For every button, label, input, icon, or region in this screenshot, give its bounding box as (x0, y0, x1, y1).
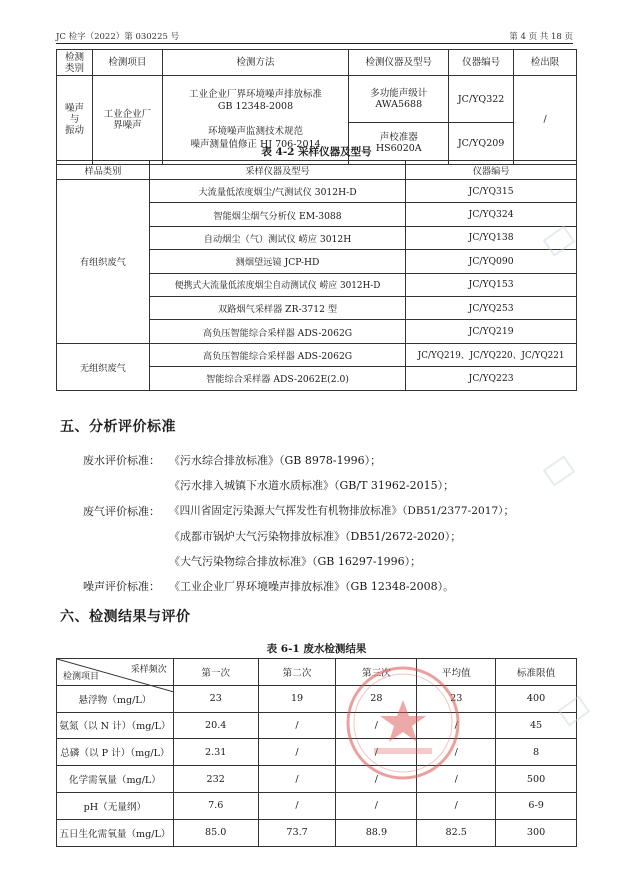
diagonal-header-cell (57, 659, 174, 686)
instrument-cell: 测烟望远镜 JCP-HD (149, 250, 405, 273)
value-cell: / (417, 766, 496, 793)
table-row (57, 766, 577, 793)
value-cell: / (417, 712, 496, 739)
instrument-cell: 双路烟气采样器 ZR-3712 型 (149, 296, 405, 319)
col-header: 第二次 (258, 659, 336, 686)
value-cell: / (258, 739, 336, 766)
standard-item: 《成都市锅炉大气污染物排放标准》（DB51/2672-2020）； (169, 530, 462, 543)
value-cell: 28 (336, 685, 417, 712)
item-cell: pH（无量纲） (57, 792, 174, 819)
value-cell: 232 (173, 766, 258, 793)
table-row (57, 792, 577, 819)
standard-label: 废气评价标准： (83, 505, 160, 518)
instrument-cell: 高负压智能综合采样器 ADS-2062G (149, 343, 405, 366)
diag-top-label: 采样频次 (130, 665, 167, 675)
standard-item: 《污水排入城镇下水道水质标准》（GB/T 31962-2015）； (169, 479, 455, 492)
instrument-cell: 自动烟尘（气）测试仪 崂应 3012H (149, 226, 405, 249)
col-header: 平均值 (417, 659, 496, 686)
table-row (57, 819, 577, 846)
standard-item: 《污水综合排放标准》（GB 8978-1996）； (169, 454, 382, 467)
section-title: 六、检测结果与评价 (60, 609, 191, 625)
value-cell: 45 (496, 712, 577, 739)
col-header: 第一次 (173, 659, 258, 686)
item-cell: 化学需氧量（mg/L） (57, 766, 174, 793)
instrument-cell: 智能烟尘烟气分析仪 EM-3088 (149, 203, 405, 226)
item-cell: 五日生化需氧量（mg/L） (57, 819, 174, 846)
value-cell: 6-9 (496, 792, 577, 819)
value-cell: 73.7 (258, 819, 336, 846)
wastewater-result-table (56, 658, 577, 847)
table-row (57, 712, 577, 739)
col-header: 检测项目 (92, 50, 162, 76)
id-cell: JC/YQ253 (406, 296, 577, 319)
table-caption: 表 4-2 采样仪器及型号 (261, 146, 372, 158)
inspection-seal-stamp (344, 664, 462, 782)
category-cell: 无组织废气 (57, 343, 150, 390)
standard-label: 噪声评价标准： (83, 580, 160, 593)
standard-item: 《四川省固定污染源大气挥发性有机物排放标准》（DB51/2377-2017）； (169, 505, 515, 517)
value-cell: 8 (496, 739, 577, 766)
method-1: 工业企业厂界环境噪声排放标准 GB 12348-2008 (189, 88, 323, 112)
col-header: 检测仪器及型号 (349, 50, 449, 76)
value-cell: 2.31 (173, 739, 258, 766)
item-cell: 氨氮（以 N 计）（mg/L） (57, 712, 174, 739)
col-header: 第三次 (336, 659, 417, 686)
value-cell: 20.4 (173, 712, 258, 739)
value-cell: 23 (417, 685, 496, 712)
instrument-cell: 多功能声级计 AWA5688 (349, 76, 449, 123)
id-cell: JC/YQ223 (406, 367, 577, 390)
limit-cell: / (514, 76, 577, 165)
instrument-cell: 声校准器 HS6020A (349, 123, 449, 164)
value-cell: / (258, 792, 336, 819)
value-cell: / (417, 792, 496, 819)
id-cell: JC/YQ324 (406, 203, 577, 226)
instrument-cell: 大流量低浓度烟尘/气测试仪 3012H-D (149, 180, 405, 203)
id-cell: JC/YQ219、JC/YQ220、JC/YQ221 (406, 343, 577, 366)
id-cell: JC/YQ322 (449, 76, 514, 123)
table-caption: 表 6-1 废水检测结果 (266, 643, 367, 655)
value-cell: / (336, 766, 417, 793)
value-cell: / (336, 792, 417, 819)
id-cell: JC/YQ090 (406, 250, 577, 273)
col-header: 标准限值 (496, 659, 577, 686)
id-cell: JC/YQ219 (406, 320, 577, 343)
value-cell: 88.9 (336, 819, 417, 846)
report-number: JC 检字（2022）第 030225 号 (56, 32, 180, 42)
instrument-cell: 高负压智能综合采样器 ADS-2062G (149, 320, 405, 343)
diag-bottom-label: 检测项目 (63, 671, 100, 682)
standard-item: 《大气污染物综合排放标准》（GB 16297-1996）； (169, 555, 422, 568)
page-number: 第 4 页 共 18 页 (509, 32, 573, 42)
value-cell: 300 (496, 819, 577, 846)
value-cell: 400 (496, 685, 577, 712)
col-header: 样品类别 (57, 161, 150, 180)
value-cell: 7.6 (173, 792, 258, 819)
col-header: 仪器编号 (406, 161, 577, 180)
id-cell: JC/YQ138 (406, 226, 577, 249)
value-cell: 19 (258, 685, 336, 712)
category-cell: 有组织废气 (57, 180, 150, 344)
id-cell: JC/YQ153 (406, 273, 577, 296)
page-header (56, 29, 573, 44)
value-cell: 23 (173, 685, 258, 712)
method-2: 环境噪声监测技术规范 噪声测量值修正 HJ 706-2014 (190, 126, 321, 150)
col-header: 采样仪器及型号 (149, 161, 405, 180)
item-cell: 悬浮物（mg/L） (57, 685, 174, 712)
col-header: 检出限 (514, 50, 577, 76)
value-cell: / (417, 739, 496, 766)
instrument-cell: 便携式大流量低浓度烟尘自动测试仪 崂应 3012H-D (149, 273, 405, 296)
col-header: 检测 类别 (57, 50, 93, 76)
value-cell: / (336, 712, 417, 739)
watermark-logo-icon (541, 454, 577, 488)
item-cell: 工业企业厂 界噪声 (92, 76, 162, 165)
sampling-instrument-table (56, 160, 577, 391)
col-header: 检测方法 (162, 50, 349, 76)
standard-label: 废水评价标准： (83, 454, 160, 467)
value-cell: 85.0 (173, 819, 258, 846)
id-cell: JC/YQ315 (406, 180, 577, 203)
instrument-cell: 智能综合采样器 ADS-2062E(2.0) (149, 367, 405, 390)
col-header: 仪器编号 (449, 50, 514, 76)
value-cell: 82.5 (417, 819, 496, 846)
value-cell: / (258, 712, 336, 739)
value-cell: / (258, 766, 336, 793)
id-cell: JC/YQ209 (449, 123, 514, 164)
value-cell: / (336, 739, 417, 766)
section-title: 五、分析评价标准 (60, 419, 176, 435)
item-cell: 总磷（以 P 计）（mg/L） (57, 739, 174, 766)
standard-item: 《工业企业厂界环境噪声排放标准》（GB 12348-2008）。 (169, 580, 455, 593)
value-cell: 500 (496, 766, 577, 793)
category-cell: 噪声 与 振动 (57, 76, 93, 165)
table-row (57, 739, 577, 766)
